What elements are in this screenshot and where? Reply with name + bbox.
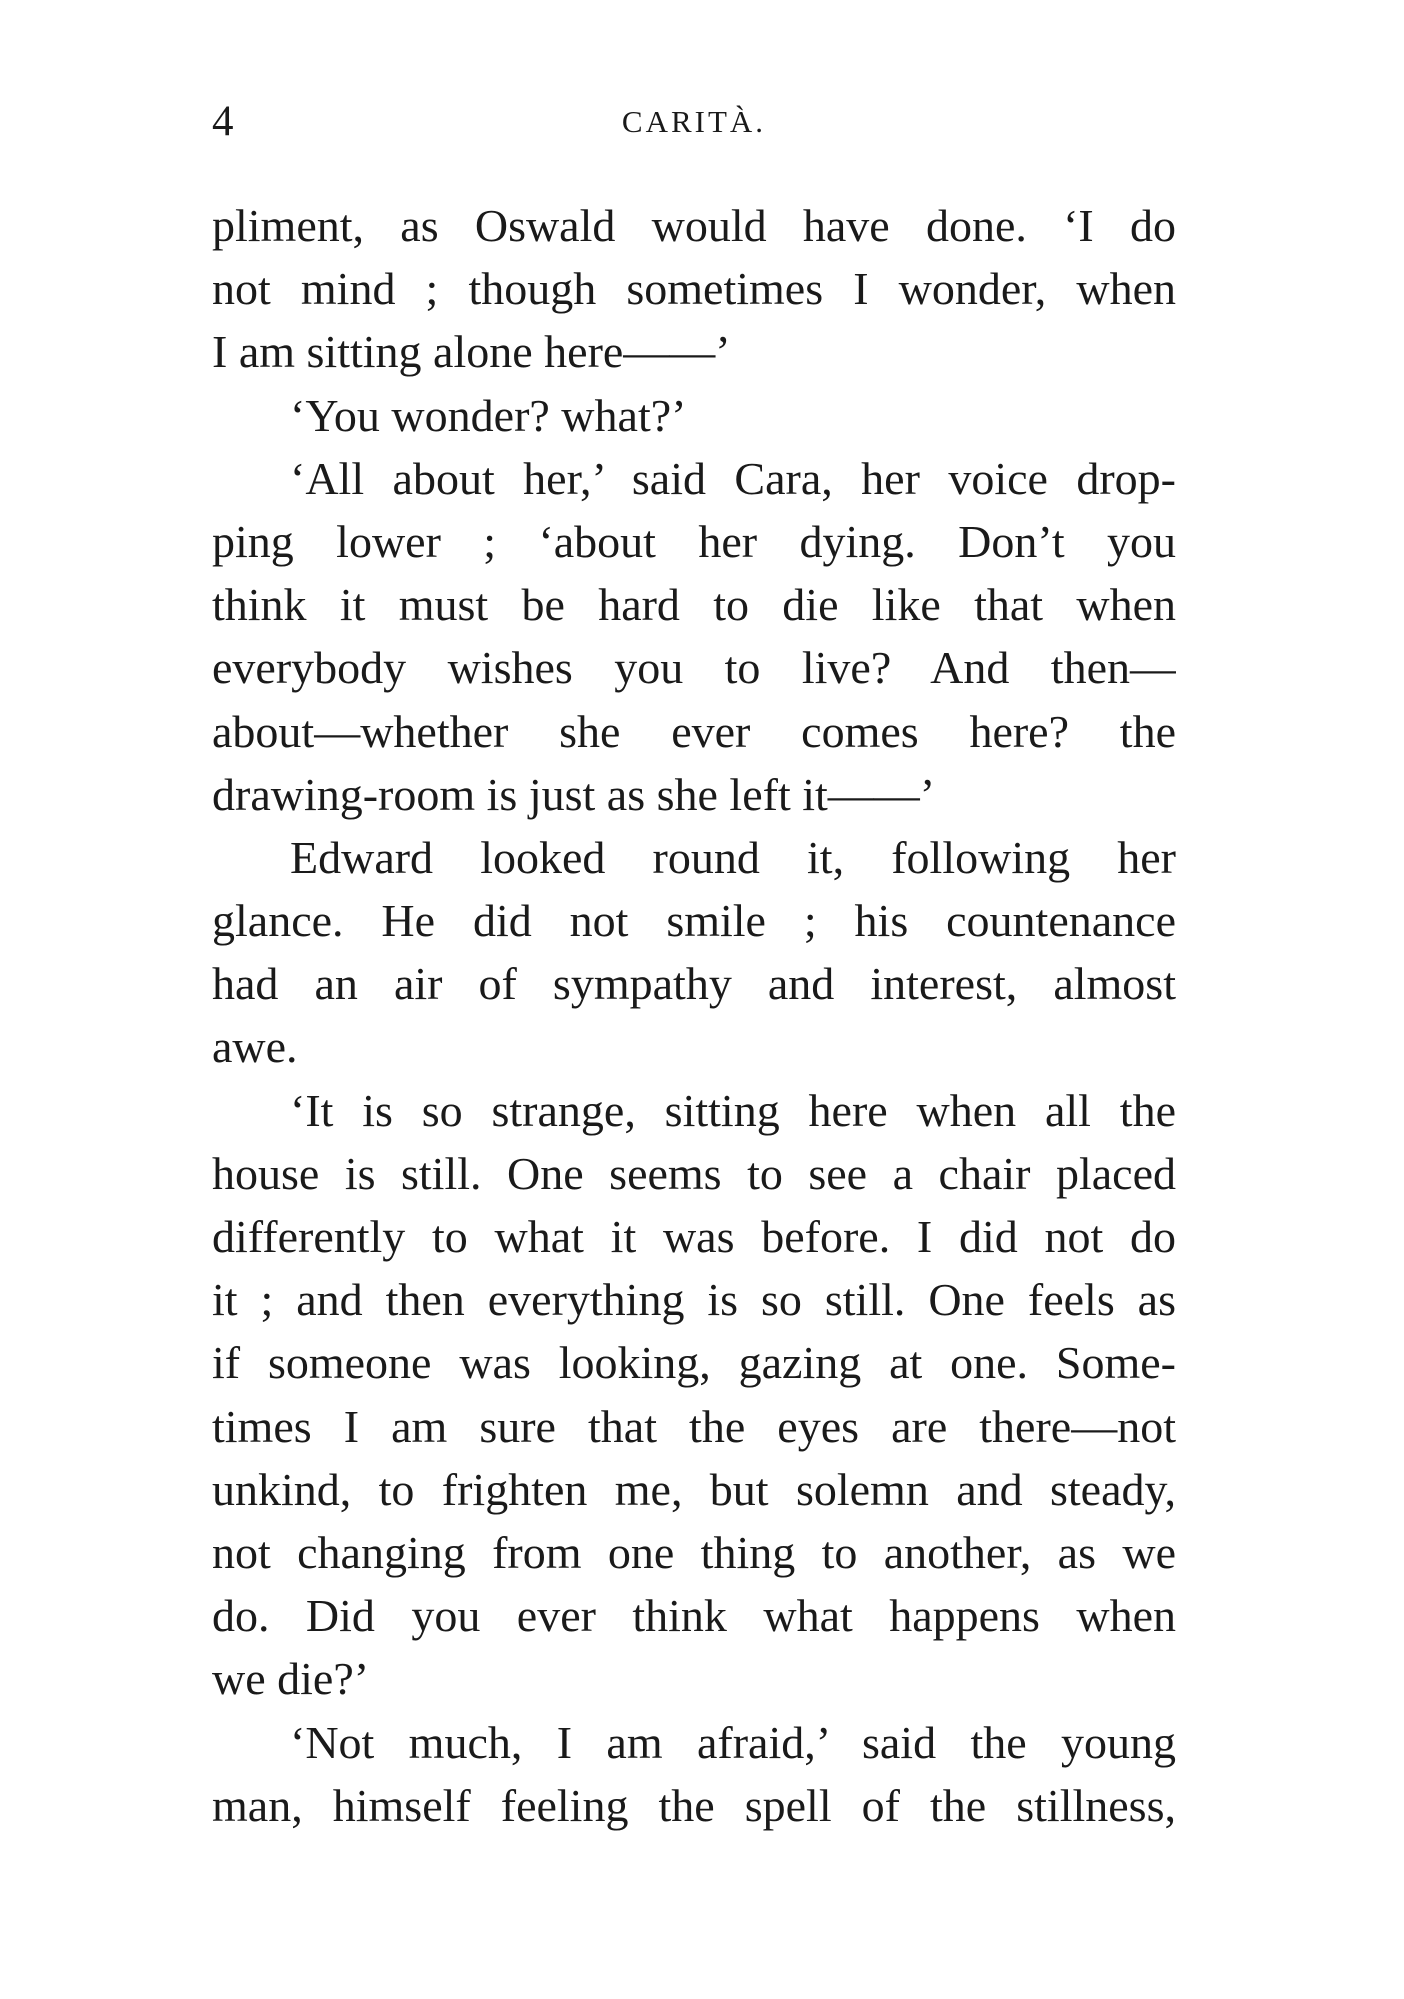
text-line: drawing-room is just as she left it——’ [212, 768, 936, 820]
text-line: ‘You wonder? what?’ [290, 389, 687, 441]
text-line: we die?’ [212, 1653, 370, 1705]
page-number: 4 [212, 98, 234, 145]
text-line: ‘Not much, I am afraid,’ said the young [290, 1716, 1176, 1768]
text-line: pliment, as Oswald would have done. ‘I do [212, 200, 1176, 251]
text-line: differently to what it was before. I did not do [212, 1211, 1176, 1262]
text-line: Edward looked round it, following her [290, 831, 1176, 883]
text-line: ping lower ; ‘about her dying. Don’t you [212, 515, 1176, 567]
text-line: man, himself feeling the spell of the stillness, [212, 1779, 1176, 1831]
running-title: CARITÀ. [621, 104, 767, 139]
text-line: glance. He did not smile ; his countenance [212, 895, 1176, 947]
text-line: unkind, to frighten me, but solemn and steady, [212, 1463, 1176, 1515]
text-line: think it must be hard to die like that when [212, 579, 1176, 631]
body-text [212, 194, 1176, 1837]
text-line: about—whether she ever comes here? the [212, 705, 1176, 757]
text-line: ‘All about her,’ said Cara, her voice drop- [290, 452, 1176, 504]
text-line: I am sitting alone here——’ [212, 326, 731, 378]
text-line: do. Did you ever think what happens when [212, 1590, 1176, 1642]
text-line: had an air of sympathy and interest, almost [212, 958, 1176, 1010]
text-line: if someone was looking, gazing at one. Some- [212, 1337, 1176, 1389]
text-line: not changing from one thing to another, as we [212, 1526, 1176, 1578]
text-line: awe. [212, 1021, 298, 1073]
text-line: everybody wishes you to live? And then— [212, 642, 1176, 694]
running-head [212, 98, 1176, 146]
text-line: house is still. One seems to see a chair placed [212, 1147, 1176, 1199]
text-line: it ; and then everything is so still. One feels as [212, 1274, 1176, 1326]
text-line: times I am sure that the eyes are there—not [212, 1400, 1176, 1452]
text-line: not mind ; though sometimes I wonder, when [212, 263, 1176, 315]
text-line: ‘It is so strange, sitting here when all the [290, 1084, 1176, 1136]
